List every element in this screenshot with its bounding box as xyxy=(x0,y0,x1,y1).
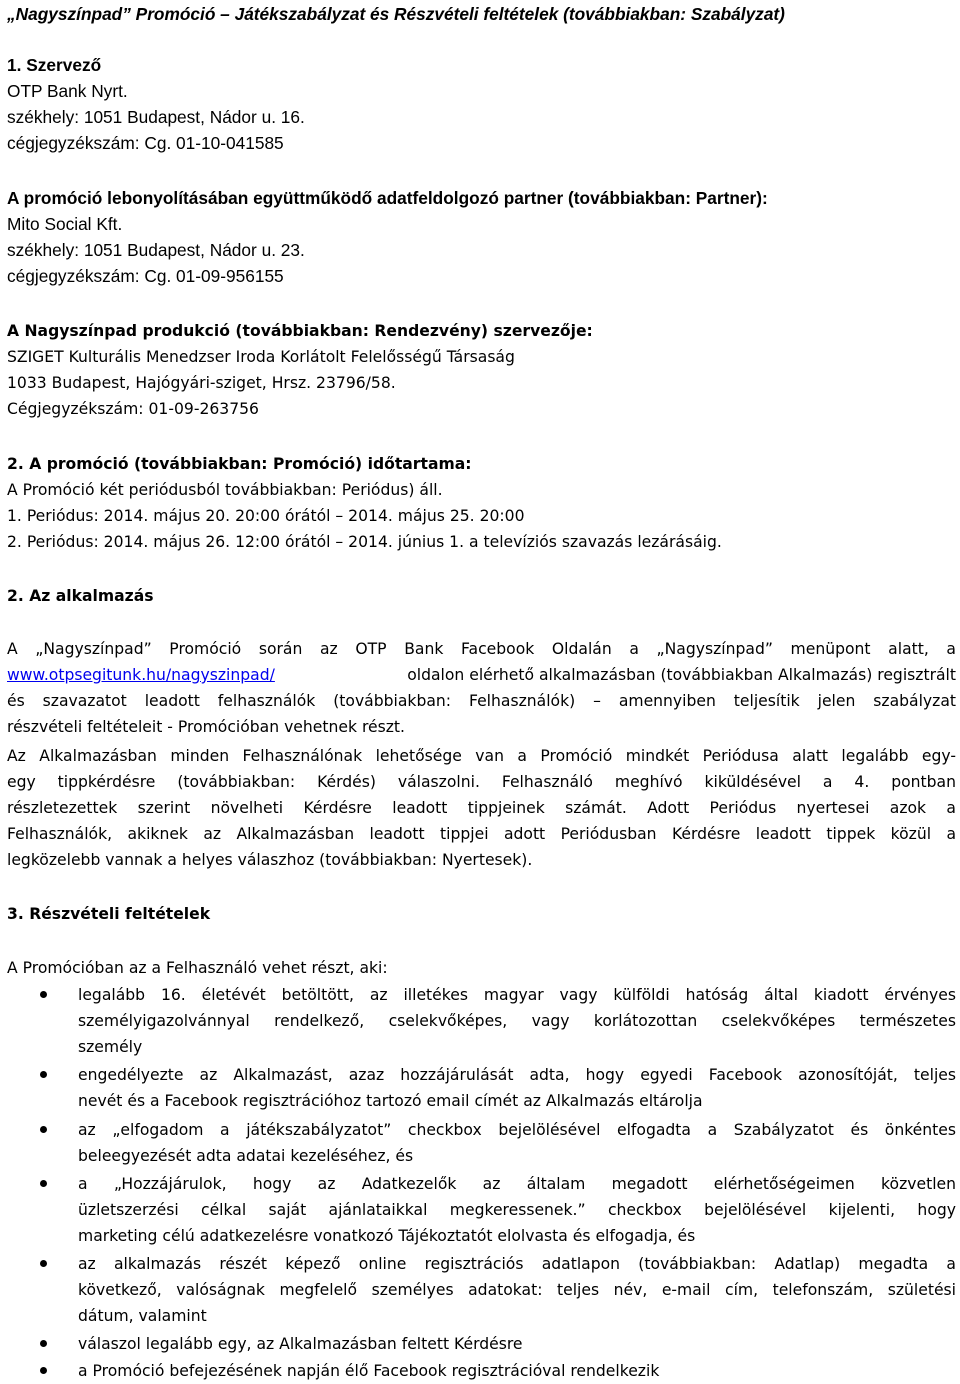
bullet-icon xyxy=(40,1180,47,1187)
bullet-icon xyxy=(40,1071,47,1078)
application-heading: 2. Az alkalmazás xyxy=(7,587,154,605)
duration-heading: 2. A promóció (továbbiakban: Promóció) időtartama: xyxy=(7,455,472,473)
condition-5-line-1: az alkalmazás részét képező online regisztrációs adatlapon (továbbiakban: Adatlap) megadta a xyxy=(78,1255,956,1273)
participation-heading: 3. Részvételi feltételek xyxy=(7,905,211,923)
organizer-seat: székhely: 1051 Budapest, Nádor u. 16. xyxy=(7,107,305,127)
condition-4-line-1: a „Hozzájárulok, hogy az Adatkezelők az általam megadott elérhetőségeimen közvetlen xyxy=(78,1175,956,1193)
condition-2-line-1: engedélyezte az Alkalmazást, azaz hozzájárulását adta, hogy egyedi Facebook azonosítóját, teljes xyxy=(78,1066,956,1084)
application-line-5: Az Alkalmazásban minden Felhasználónak lehetősége van a Promóció mindkét Periódusa alatt legalább egy- xyxy=(7,747,956,765)
condition-5-line-3: dátum, valamint xyxy=(78,1307,207,1325)
period-2: 2. Periódus: 2014. május 26. 12:00 órától – 2014. június 1. a televíziós szavazás lezárásáig. xyxy=(7,533,722,551)
partner-name: Mito Social Kft. xyxy=(7,214,123,234)
bullet-icon xyxy=(40,1340,47,1347)
document-title: „Nagyszínpad” Promóció – Játékszabályzat és Részvételi feltételek (továbbiakban: Szabályzat) xyxy=(7,4,785,24)
organizer-name: OTP Bank Nyrt. xyxy=(7,81,128,101)
condition-1-line-2: személyigazolvánnyal rendelkező, cselekvőképes, vagy korlátozottan cselekvőképes természetes xyxy=(78,1012,956,1030)
condition-6-line-1: válaszol legalább egy, az Alkalmazásban feltett Kérdésre xyxy=(78,1335,523,1353)
condition-4-line-3: marketing célú adatkezelésre vonatkozó Tájékoztatót elolvasta és elfogadja, és xyxy=(78,1227,696,1245)
application-line-2 xyxy=(7,662,956,688)
condition-2-line-2: nevét és a Facebook regisztrációhoz tartozó email címét az Alkalmazás eltárolja xyxy=(78,1092,703,1110)
application-line-3: és szavazatot leadott felhasználók (továbbiakban: Felhasználók) – amennyiben teljesítik jelen szabályzat xyxy=(7,692,956,710)
application-line-8: Felhasználók, akiknek az Alkalmazásban leadott tippjei adott Periódusban Kérdésre leadott tippek közül a xyxy=(7,825,956,843)
period-1: 1. Periódus: 2014. május 20. 20:00 órától – 2014. május 25. 20:00 xyxy=(7,507,525,525)
application-link[interactable]: www.otpsegitunk.hu/nagyszinpad/ xyxy=(7,666,275,684)
event-organizer-name: SZIGET Kulturális Menedzser Iroda Korlátolt Felelősségű Társaság xyxy=(7,348,515,366)
event-organizer-reg: Cégjegyzékszám: 01-09-263756 xyxy=(7,400,259,418)
event-organizer-intro: A Nagyszínpad produkció (továbbiakban: Rendezvény) szervezője: xyxy=(7,322,593,340)
application-line-1: A „Nagyszínpad” Promóció során az OTP Bank Facebook Oldalán a „Nagyszínpad” menüpont alatt, a xyxy=(7,640,956,658)
bullet-icon xyxy=(40,1126,47,1133)
partner-intro: A promóció lebonyolításában együttműködő adatfeldolgozó partner (továbbiakban: Partner): xyxy=(7,188,768,208)
organizer-reg: cégjegyzékszám: Cg. 01-10-041585 xyxy=(7,133,284,153)
condition-1-line-1: legalább 16. életévét betöltött, az illetékes magyar vagy külföldi hatóság által kiadott érvényes xyxy=(78,986,956,1004)
condition-5-line-2: következő, valóságnak megfelelő személyes adatokat: teljes név, e-mail cím, telefonszám, születési xyxy=(78,1281,956,1299)
application-line-4: részvételi feltételeit - Promócióban vehetnek részt. xyxy=(7,718,405,736)
bullet-icon xyxy=(40,1367,47,1374)
event-organizer-address: 1033 Budapest, Hajógyári-sziget, Hrsz. 23796/58. xyxy=(7,374,396,392)
partner-reg: cégjegyzékszám: Cg. 01-09-956155 xyxy=(7,266,284,286)
application-line-6: egy tippkérdésre (továbbiakban: Kérdés) válaszolni. Felhasználó meghívó kiküldésével a 4. pontban xyxy=(7,773,956,791)
condition-4-line-2: üzletszerzési célkal saját ajánlataikkal megkeressenek.” checkbox bejelölésével kijelenti, hogy xyxy=(78,1201,956,1219)
application-line-9: legközelebb vannak a helyes válaszhoz (továbbiakban: Nyertesek). xyxy=(7,851,533,869)
organizer-heading: 1. Szervező xyxy=(7,55,102,75)
bullet-icon xyxy=(40,991,47,998)
application-line-2-text: oldalon elérhető alkalmazásban (továbbiakban Alkalmazás) regisztrált xyxy=(407,666,956,684)
bullet-icon xyxy=(40,1260,47,1267)
condition-1-line-3: személy xyxy=(78,1038,143,1056)
condition-3-line-2: beleegyezését adta adatai kezeléséhez, és xyxy=(78,1147,414,1165)
duration-intro: A Promóció két periódusból továbbiakban: Periódus) áll. xyxy=(7,481,443,499)
condition-3-line-1: az „elfogadom a játékszabályzatot” checkbox bejelölésével elfogadta a Szabályzatot és önkéntes xyxy=(78,1121,956,1139)
condition-7-line-1: a Promóció befejezésének napján élő Facebook regisztrációval rendelkezik xyxy=(78,1362,660,1380)
application-line-7: részletezettek szerint növelheti Kérdésre leadott tippjeinek számát. Adott Periódus nyertesei azok a xyxy=(7,799,956,817)
participation-intro: A Promócióban az a Felhasználó vehet részt, aki: xyxy=(7,959,388,977)
partner-seat: székhely: 1051 Budapest, Nádor u. 23. xyxy=(7,240,305,260)
